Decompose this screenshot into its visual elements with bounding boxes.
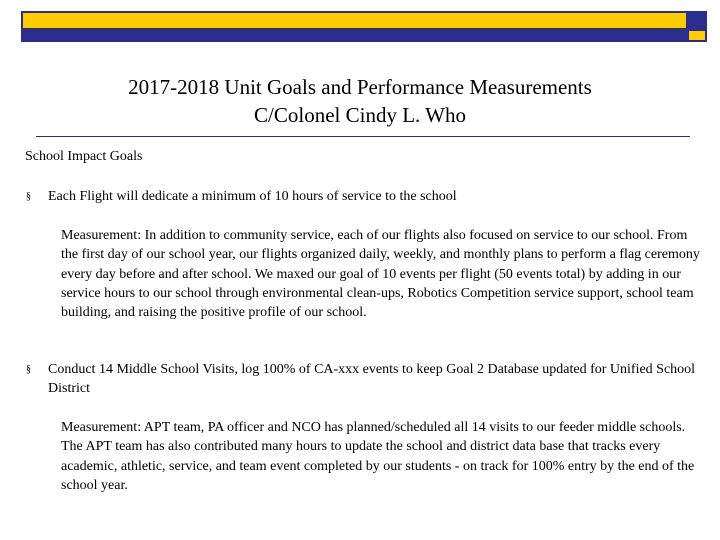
bullet-icon: § [26,191,31,202]
title-line-1: 2017-2018 Unit Goals and Performance Measurements [128,75,592,99]
title-divider [36,136,690,137]
section-heading: School Impact Goals [25,149,143,164]
header-square-gold [689,31,705,40]
title-line-2: C/Colonel Cindy L. Who [254,103,466,127]
header-bar-gold [23,13,686,29]
goal-text: Conduct 14 Middle School Visits, log 100% of CA-xxx events to keep Goal 2 Database updated for Unified School District [48,362,696,396]
goal-measurement: Measurement: APT team, PA officer and NCO has planned/scheduled all 14 visits to our feeder middle schools. The APT team has also contributed many hours to update the school and district data base that tracks every academic, athletic, service, and team event completed by our students - on track for 100% entry by the end of the school year. [61,420,695,493]
bullet-icon: § [26,364,31,375]
slide-title [0,73,720,129]
goal-measurement: Measurement: In addition to community service, each of our flights also focused on service to our school. From the first day of our school year, our flights organized daily, weekly, and monthly plans to perform a flag ceremony every day before and after school. We maxed our goal of 10 events per flight (50 events total) by adding in our service hours to our school through environmental clean-ups, Robotics Competition service support, school team building, and raising the positive profile of our school. [61,228,700,321]
goal-text: Each Flight will dedicate a minimum of 10 hours of service to the school [48,189,457,204]
